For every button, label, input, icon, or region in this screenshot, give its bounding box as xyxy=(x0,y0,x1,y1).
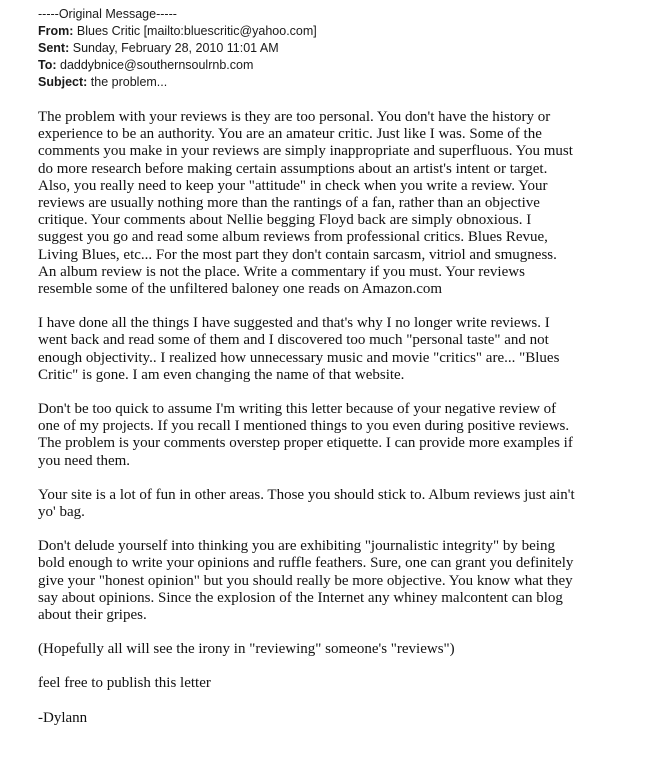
sent-row xyxy=(38,40,638,57)
email-paragraph xyxy=(38,109,638,298)
original-message-divider: -----Original Message----- xyxy=(38,7,177,21)
paragraph-line: say about opinions. Since the explosion of the Internet any whiney malcontent can blog xyxy=(38,589,563,606)
paragraph-line: yo' bag. xyxy=(38,504,85,521)
paragraph-line: feel free to publish this letter xyxy=(38,675,211,692)
paragraph-line: enough objectivity.. I realized how unnecessary music and movie "critics" are... "Blues xyxy=(38,349,560,366)
email-header xyxy=(38,6,638,91)
paragraph-line: Critic" is gone. I am even changing the name of that website. xyxy=(38,366,405,383)
email-paragraph xyxy=(38,315,638,384)
from-row xyxy=(38,23,638,40)
paragraph-line: bold enough to write your opinions and ruffle feathers. Sure, one can grant you definitely xyxy=(38,555,574,572)
paragraph-line: (Hopefully all will see the irony in "reviewing" someone's "reviews") xyxy=(38,641,455,658)
paragraph-line: suggest you go and read some album reviews from professional critics. Blues Revue, xyxy=(38,229,548,246)
paragraph-line: went back and read some of them and I discovered too much "personal taste" and not xyxy=(38,332,549,349)
paragraph-line: Don't be too quick to assume I'm writing this letter because of your negative review of xyxy=(38,401,557,418)
email-paragraph xyxy=(38,538,638,624)
email-paragraph xyxy=(38,641,638,658)
subject-label: Subject: xyxy=(38,75,88,89)
paragraph-line: Also, you really need to keep your "attitude" in check when you write a review. Your xyxy=(38,177,548,194)
to-label: To: xyxy=(38,58,57,72)
subject-row xyxy=(38,74,638,91)
paragraph-line: Your site is a lot of fun in other areas. Those you should stick to. Album reviews just ain't xyxy=(38,486,575,503)
email-body xyxy=(38,109,638,727)
email-paragraph xyxy=(38,675,638,692)
paragraph-line: critique. Your comments about Nellie begging Floyd back are simply obnoxious. I xyxy=(38,212,532,229)
paragraph-line: resemble some of the unfiltered baloney one reads on Amazon.com xyxy=(38,281,443,298)
paragraph-line: one of my projects. If you recall I mentioned things to you even during positive reviews. xyxy=(38,418,570,435)
paragraph-line: The problem is your comments overstep proper etiquette. I can provide more examples if xyxy=(38,435,573,452)
subject-value: the problem... xyxy=(90,75,168,89)
paragraph-line: Don't delude yourself into thinking you are exhibiting "journalistic integrity" by being xyxy=(38,538,555,555)
paragraph-line: comments you make in your reviews are simply inappropriate and superfluous. You must xyxy=(38,143,573,160)
paragraph-line: reviews are usually nothing more than the rantings of a fan, rather than an objective xyxy=(38,195,540,212)
paragraph-line: The problem with your reviews is they are too personal. You don't have the history or xyxy=(38,109,551,125)
sent-label: Sent: xyxy=(38,41,70,55)
paragraph-line: give your "honest opinion" but you should really be more objective. You know what they xyxy=(38,572,573,589)
paragraph-line: Living Blues, etc... For the most part they don't contain sarcasm, vitriol and smugness. xyxy=(38,246,557,263)
from-label: From: xyxy=(38,24,74,38)
paragraph-line: experience to be an authority. You are an amateur critic. Just like I was. Some of the xyxy=(38,126,542,143)
to-value: daddybnice@southernsoulrnb.com xyxy=(60,58,254,72)
paragraph-line: you need them. xyxy=(38,452,131,469)
email-paragraph xyxy=(38,487,638,521)
paragraph-line: I have done all the things I have suggested and that's why I no longer write reviews. I xyxy=(38,315,550,332)
paragraph-line: do more research before making certain assumptions about an artist's intent or target. xyxy=(38,160,548,177)
from-value: Blues Critic [mailto:bluescritic@yahoo.com] xyxy=(76,24,317,38)
email-paragraph xyxy=(38,401,638,470)
to-row xyxy=(38,57,638,74)
paragraph-line: -Dylann xyxy=(38,709,88,726)
email-paragraph xyxy=(38,710,638,727)
paragraph-line: An album review is not the place. Write a commentary if you must. Your reviews xyxy=(38,263,525,280)
paragraph-line: about their gripes. xyxy=(38,607,147,624)
sent-value: Sunday, February 28, 2010 11:01 AM xyxy=(72,41,279,55)
email-message xyxy=(38,6,638,744)
